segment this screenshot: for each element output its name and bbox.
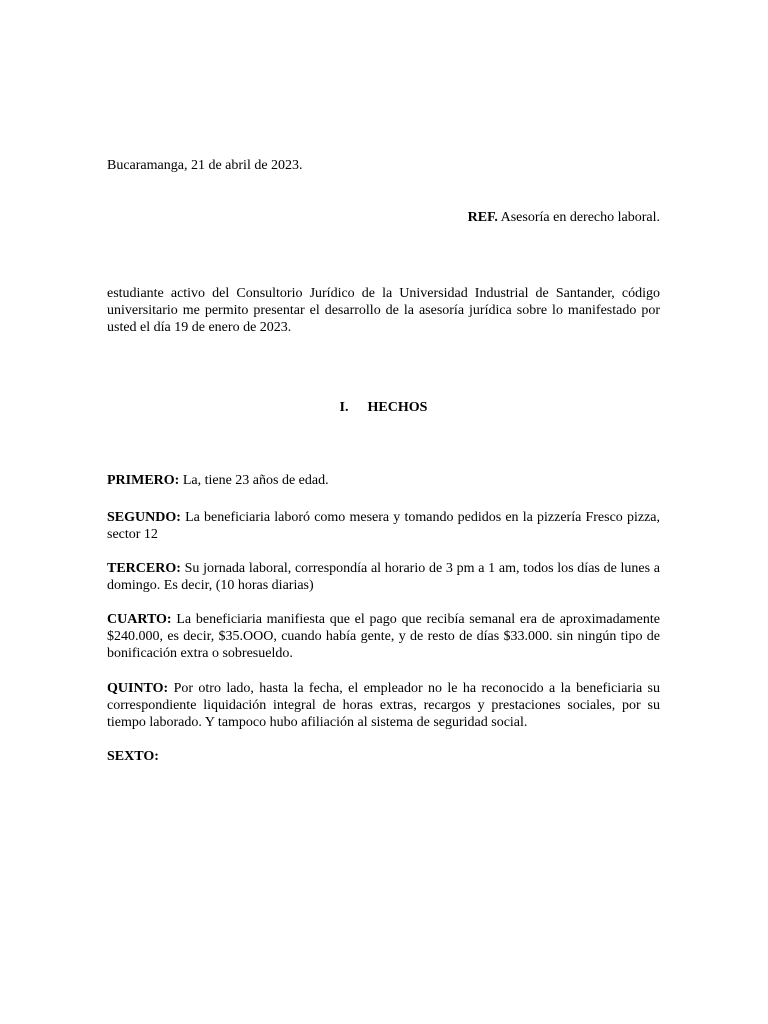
fact-text: La, tiene 23 años de edad. [182,473,329,488]
fact-label: TERCERO: [107,561,181,576]
intro-paragraph: estudiante activo del Consultorio Jurídico de la Universidad Industrial de Santander, código universitario me permito presentar el desarrollo de la asesoría jurídica sobre lo manifestado por usted el día 19 de enero de 2023. [107,286,660,335]
fact-text: Por otro lado, hasta la fecha, el empleador no le ha reconocido a la beneficiaria su correspondiente liquidación integral de horas extras, recargos y prestaciones sociales, por su tiempo laborado. Y tampoco hubo afiliación al sistema de seguridad social. [107,681,660,730]
fact-cuarto [107,611,660,662]
fact-primero [107,472,660,489]
fact-segundo [107,509,660,543]
fact-label: CUARTO: [107,612,172,627]
fact-label: QUINTO: [107,681,169,696]
fact-text: La beneficiaria laboró como mesera y tomando pedidos en la pizzería Fresco pizza, sector 12 [107,510,660,542]
section-number: I. [339,400,349,415]
reference-line [107,209,660,226]
date-line: Bucaramanga, 21 de abril de 2023. [107,158,303,173]
fact-label: SEGUNDO: [107,510,181,525]
fact-label: PRIMERO: [107,473,180,488]
section-title: HECHOS [367,400,428,415]
section-heading [107,399,660,416]
reference-text: Asesoría en derecho laboral. [500,210,660,225]
fact-quinto [107,680,660,731]
fact-text: La beneficiaria manifiesta que el pago que recibía semanal era de aproximadamente $240.000, es decir, $35.OOO, cuando había gente, y de resto de días $33.000. sin ningún tipo de bonificación extra o sobresueldo. [107,612,660,661]
fact-text: Su jornada laboral, correspondía al horario de 3 pm a 1 am, todos los días de lunes a domingo. Es decir, (10 horas diarias) [107,561,661,593]
fact-tercero [107,560,660,594]
reference-label: REF. [467,210,498,225]
fact-label: SEXTO: [107,749,159,764]
fact-sexto [107,748,660,765]
